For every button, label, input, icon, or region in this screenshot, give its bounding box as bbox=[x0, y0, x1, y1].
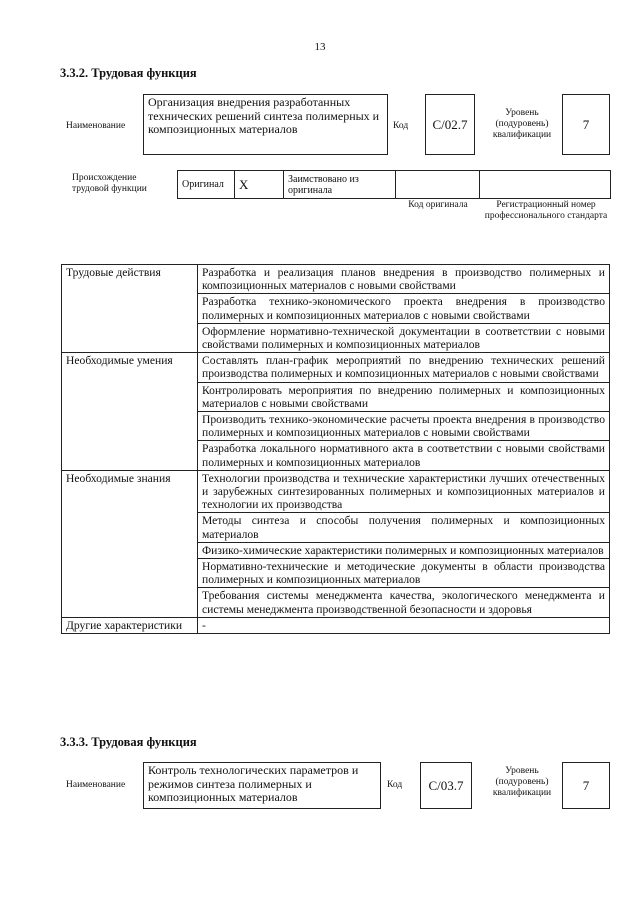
table-row bbox=[62, 353, 610, 382]
qualification-level-label: Уровень (подуровень) квалификации bbox=[492, 108, 552, 140]
reg-number-caption: Регистрационный номер профессионального стандарта bbox=[484, 200, 608, 221]
item-cell: Разработка и реализация планов внедрения в производство полимерных и композиционных материалов с новыми свойствами bbox=[198, 265, 610, 294]
item-cell: Требования системы менеджмента качества, экологического менеджмента и системы менеджмента производственной безопасности и здоровья bbox=[198, 588, 610, 617]
code-label: Код bbox=[393, 121, 409, 131]
original-mark: X bbox=[235, 171, 284, 199]
item-cell: Методы синтеза и способы получения полимерных и композиционных материалов bbox=[198, 513, 610, 542]
item-cell: Производить технико-экономические расчеты проекта внедрения в производство полимерных и композиционных материалов с новыми свойствами bbox=[198, 412, 610, 441]
code-original-caption: Код оригинала bbox=[408, 200, 468, 210]
item-cell: Оформление нормативно-технической документации в соответствии с новыми свойствами полимерных и композиционных материалов bbox=[198, 323, 610, 352]
item-cell: Разработка технико-экономического проекта внедрения в производство полимерных и композиционных материалов с новыми свойствами bbox=[198, 294, 610, 323]
table-row bbox=[62, 265, 610, 294]
category-cell: Трудовые действия bbox=[62, 265, 198, 353]
origin-label: Происхождение трудовой функции bbox=[72, 173, 147, 194]
item-cell: Разработка локального нормативного акта в соответствии с новыми свойствами полимерных и композиционных материалов bbox=[198, 441, 610, 470]
page-number: 13 bbox=[314, 41, 326, 53]
name-label: Наименование bbox=[66, 121, 126, 131]
item-cell: Контролировать мероприятия по внедрению полимерных и композиционных материалов с новыми свойствами bbox=[198, 382, 610, 411]
function-name-box: Организация внедрения разработанных технических решений синтеза полимерных и композиционных материалов bbox=[143, 94, 388, 155]
item-cell: Физико-химические характеристики полимерных и композиционных материалов bbox=[198, 542, 610, 558]
category-cell: Другие характеристики bbox=[62, 617, 198, 633]
original-label: Оригинал bbox=[178, 171, 235, 199]
category-cell: Необходимые умения bbox=[62, 353, 198, 471]
origin-table bbox=[177, 170, 611, 199]
code-value-box: C/02.7 bbox=[425, 94, 475, 155]
function-name-box: Контроль технологических параметров и режимов синтеза полимерных и композиционных материалов bbox=[143, 762, 381, 809]
code-value-box: C/03.7 bbox=[420, 762, 472, 809]
reg-number-cell bbox=[480, 171, 611, 199]
item-cell: Нормативно-технические и методические документы в области производства полимерных и композиционных материалов bbox=[198, 559, 610, 588]
section-title-333: 3.3.3. Трудовая функция bbox=[60, 735, 197, 749]
labor-function-table bbox=[61, 264, 610, 634]
table-row bbox=[62, 470, 610, 513]
category-cell: Необходимые знания bbox=[62, 470, 198, 617]
section-title-332: 3.3.2. Трудовая функция bbox=[60, 66, 197, 80]
table-row bbox=[62, 617, 610, 633]
item-cell: - bbox=[198, 617, 610, 633]
code-label: Код bbox=[387, 780, 403, 790]
qualification-level-box: 7 bbox=[562, 762, 610, 809]
code-original-cell bbox=[396, 171, 480, 199]
qualification-level-label: Уровень (подуровень) квалификации bbox=[492, 766, 552, 798]
item-cell: Технологии производства и технические характеристики лучших отечественных и зарубежных синтезированных полимерных и композиционных материалов и технологии их производства bbox=[198, 470, 610, 513]
item-cell: Составлять план-график мероприятий по внедрению технических решений производства полимерных и композиционных материалов с новыми свойствами bbox=[198, 353, 610, 382]
borrowed-label: Заимствовано из оригинала bbox=[284, 171, 396, 199]
name-label: Наименование bbox=[66, 780, 126, 790]
qualification-level-box: 7 bbox=[562, 94, 610, 155]
